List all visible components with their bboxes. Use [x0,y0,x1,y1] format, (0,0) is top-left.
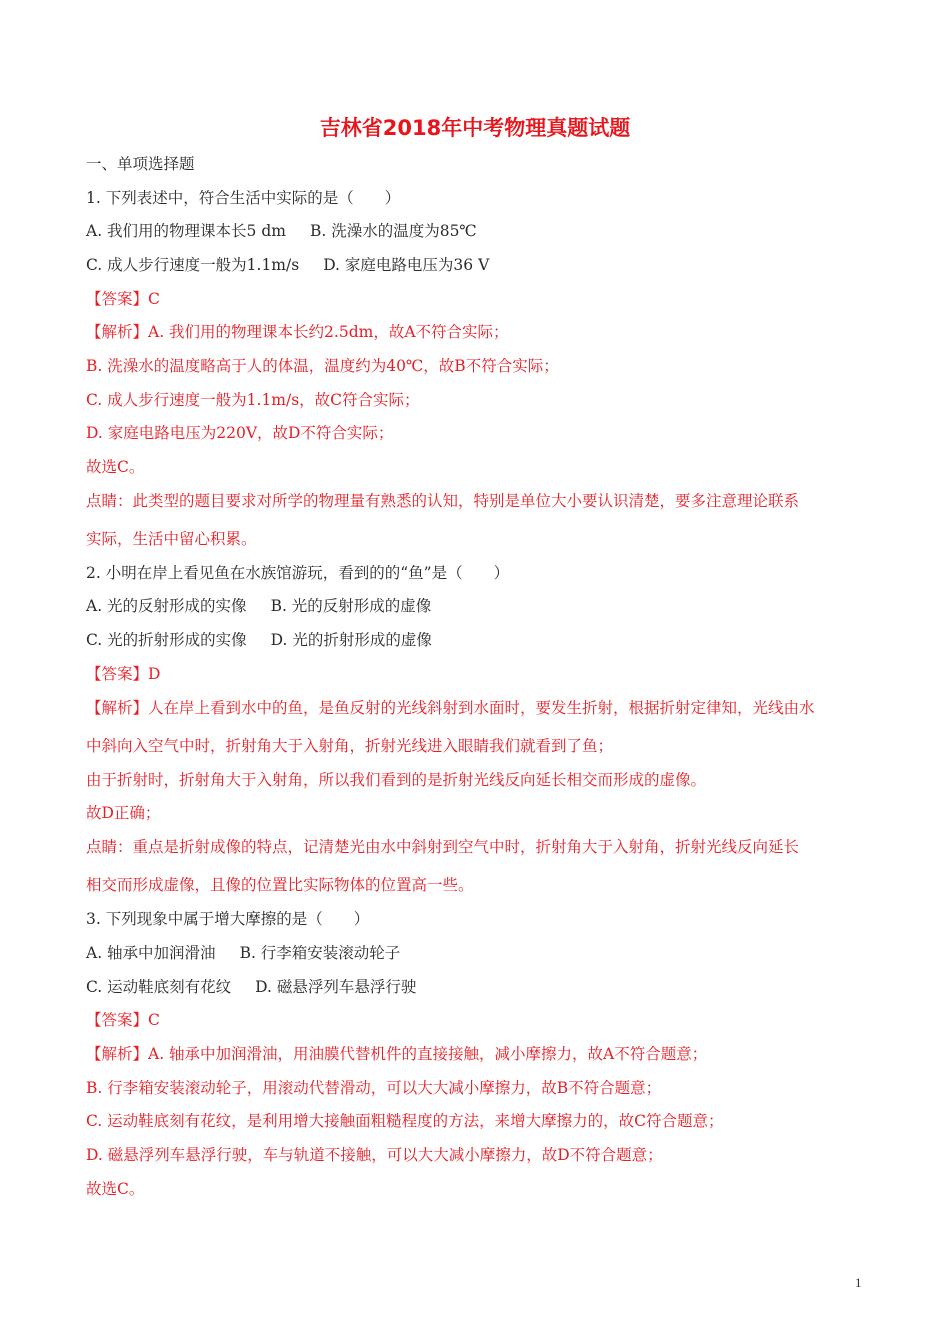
question-1-answer: 【答案】C [86,290,160,308]
question-2-stem: 2. 小明在岸上看见鱼在水族馆游玩，看到的的“鱼”是（ ） [86,564,510,582]
question-3-conclusion: 故选C。 [86,1180,145,1198]
document-title: 吉林省2018年中考物理真题试题 [319,116,631,140]
question-2-option-a: A. 光的反射形成的实像 [86,597,247,615]
question-1-option-c: C. 成人步行速度一般为1.1m/s [86,256,300,274]
question-3-option-b: B. 行李箱安装滚动轮子 [239,944,401,962]
question-1-options-row-2 [86,254,489,276]
question-3-options-row-2 [86,976,416,998]
question-2-answer: 【答案】D [86,665,161,683]
question-2-analysis-line: 【解析】人在岸上看到水中的鱼，是鱼反射的光线斜射到水面时，要发生折射，根据折射定律知，光线由水 [86,699,815,717]
question-1-analysis-line: D. 家庭电路电压为220V，故D不符合实际； [86,424,394,442]
question-2-tip-line: 相交而形成虚像，且像的位置比实际物体的位置高一些。 [86,876,474,894]
question-3-options-row-1 [86,942,400,964]
question-2-options-row-2 [86,629,432,651]
question-2-conclusion: 故D正确； [86,804,161,822]
question-2-options-row-1 [86,595,431,617]
question-3-analysis-line: 【解析】A. 轴承中加润滑油，用油膜代替机件的直接接触，减小摩擦力，故A不符合题意； [86,1045,708,1063]
question-3-answer: 【答案】C [86,1011,160,1029]
page-number: 1 [855,1275,862,1290]
question-2-analysis-line: 中斜向入空气中时，折射角大于入射角，折射光线进入眼睛我们就看到了鱼； [86,737,614,755]
question-3-analysis-line: C. 运动鞋底刻有花纹，是利用增大接触面粗糙程度的方法，来增大摩擦力的，故C符合题意； [86,1112,724,1130]
question-2-tip-line: 点睛：重点是折射成像的特点，记清楚光由水中斜射到空气中时，折射角大于入射角，折射光线反向延长 [86,838,800,856]
question-2-option-c: C. 光的折射形成的实像 [86,631,247,649]
question-3-stem: 3. 下列现象中属于增大摩擦的是（ ） [86,910,370,928]
question-1-stem: 1. 下列表述中，符合生活中实际的是（ ） [86,189,401,207]
question-1-tip-line: 实际，生活中留心积累。 [86,530,257,548]
question-2-option-d: D. 光的折射形成的虚像 [270,631,432,649]
question-3-option-a: A. 轴承中加润滑油 [86,944,216,962]
question-3-analysis-line: D. 磁悬浮列车悬浮行驶，车与轨道不接触，可以大大减小摩擦力，故D不符合题意； [86,1146,663,1164]
question-1-analysis-line: 【解析】A. 我们用的物理课本长约2.5dm，故A不符合实际； [86,323,509,341]
question-1-tip-line: 点睛：此类型的题目要求对所学的物理量有熟悉的认知，特别是单位大小要认识清楚，要多注意理论联系 [86,492,800,510]
question-1-option-d: D. 家庭电路电压为36 V [323,256,490,274]
question-2-analysis-line: 由于折射时，折射角大于入射角，所以我们看到的是折射光线反向延长相交而形成的虚像。 [86,771,707,789]
question-1-option-a: A. 我们用的物理课本长5 dm [86,222,286,240]
question-1-analysis-line: B. 洗澡水的温度略高于人的体温，温度约为40℃，故B不符合实际； [86,357,559,375]
question-3-option-c: C. 运动鞋底刻有花纹 [86,978,232,996]
question-1-conclusion: 故选C。 [86,458,145,476]
question-1-option-b: B. 洗澡水的温度为85℃ [309,222,477,240]
section-heading: 一、单项选择题 [86,155,195,173]
question-1-analysis-line: C. 成人步行速度一般为1.1m/s，故C符合实际； [86,391,420,409]
question-2-option-b: B. 光的反射形成的虚像 [270,597,432,615]
question-3-analysis-line: B. 行李箱安装滚动轮子，用滚动代替滑动，可以大大减小摩擦力，故B不符合题意； [86,1079,662,1097]
question-3-option-d: D. 磁悬浮列车悬浮行驶 [255,978,417,996]
question-1-options-row-1 [86,220,477,242]
